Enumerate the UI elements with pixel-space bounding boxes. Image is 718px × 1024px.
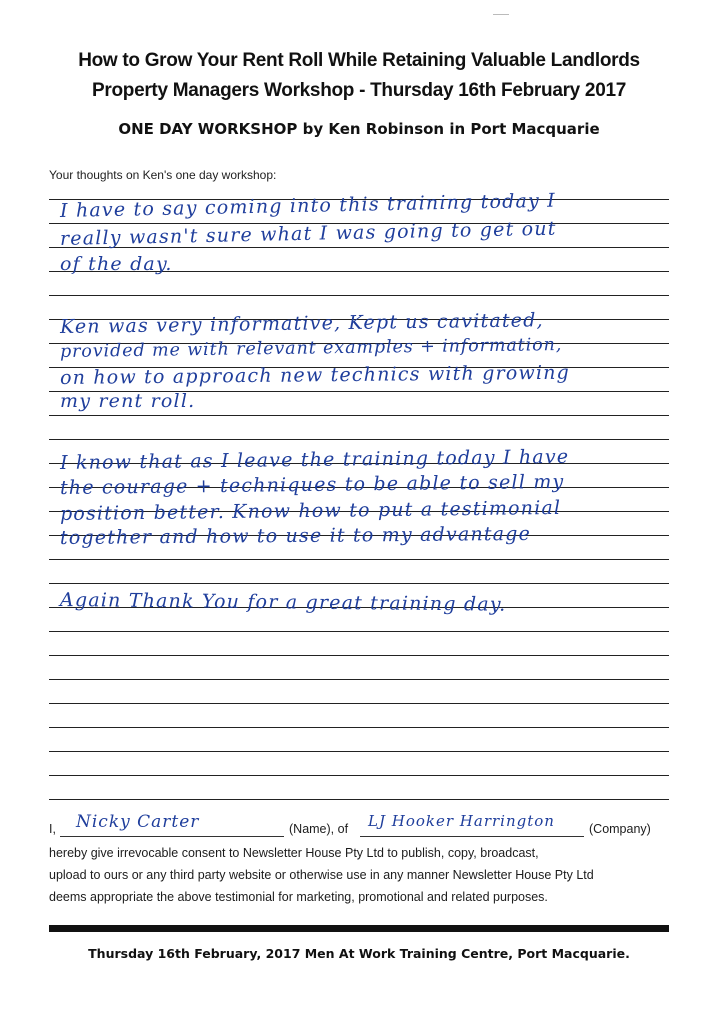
handwriting-line: on how to approach new technics with growing xyxy=(59,361,571,389)
handwriting-line: provided me with relevant examples + information, xyxy=(59,334,563,362)
ruled-line xyxy=(49,679,669,680)
ruled-line xyxy=(49,751,669,752)
footer-event-details: Thursday 16th February, 2017 Men At Work Training Centre, Port Macquarie. xyxy=(88,946,630,961)
handwriting-line: I know that as I leave the training today I have xyxy=(59,445,570,474)
consent-text-line: deems appropriate the above testimonial for marketing, promotional and related purposes. xyxy=(49,890,548,904)
ruled-line xyxy=(49,439,669,440)
company-label: (Company) xyxy=(589,822,651,836)
handwriting-line: I have to say coming into this training today I xyxy=(59,189,557,222)
ruled-line xyxy=(49,295,669,296)
company-fill-line xyxy=(360,836,584,837)
handwriting-line: really wasn't sure what I was going to get out xyxy=(59,217,557,250)
ruled-line xyxy=(49,559,669,560)
ruled-line xyxy=(49,631,669,632)
handwriting-line: my rent roll. xyxy=(60,390,196,412)
ruled-line xyxy=(49,727,669,728)
ruled-line xyxy=(49,775,669,776)
name-label: (Name), of xyxy=(289,822,349,836)
handwriting-line: position better. Know how to put a testimonial xyxy=(59,496,562,525)
handwriting-line: together and how to use it to my advantage xyxy=(59,522,532,549)
handwriting-line: Again Thank You for a great training day. xyxy=(59,589,507,616)
signer-company: LJ Hooker Harrington xyxy=(368,812,555,830)
thoughts-prompt: Your thoughts on Ken's one day workshop: xyxy=(49,168,277,182)
signer-name: Nicky Carter xyxy=(76,812,200,832)
scan-speck xyxy=(493,14,509,15)
workshop-subtitle: Property Managers Workshop - Thursday 16th February 2017 xyxy=(91,80,626,101)
consent-text-line: hereby give irrevocable consent to Newsletter House Pty Ltd to publish, copy, broadcast, xyxy=(49,846,539,860)
handwriting-line: the courage + techniques to be able to sell my xyxy=(59,470,565,499)
name-fill-line xyxy=(60,836,284,837)
consent-text-line: upload to ours or any third party website or otherwise use in any manner Newsletter House Pty Ltd xyxy=(49,868,594,882)
workshop-title: How to Grow Your Rent Roll While Retaining Valuable Landlords xyxy=(78,50,640,71)
consent-prefix: I, xyxy=(49,822,56,836)
footer-divider-bar xyxy=(49,925,669,932)
handwriting-line: Ken was very informative, Kept us cavitated, xyxy=(59,309,544,338)
ruled-line xyxy=(49,799,669,800)
ruled-line xyxy=(49,583,669,584)
ruled-line xyxy=(49,703,669,704)
ruled-line xyxy=(49,655,669,656)
workshop-presenter-line: ONE DAY WORKSHOP by Ken Robinson in Port Macquarie xyxy=(118,120,600,138)
handwriting-line: of the day. xyxy=(60,253,173,275)
